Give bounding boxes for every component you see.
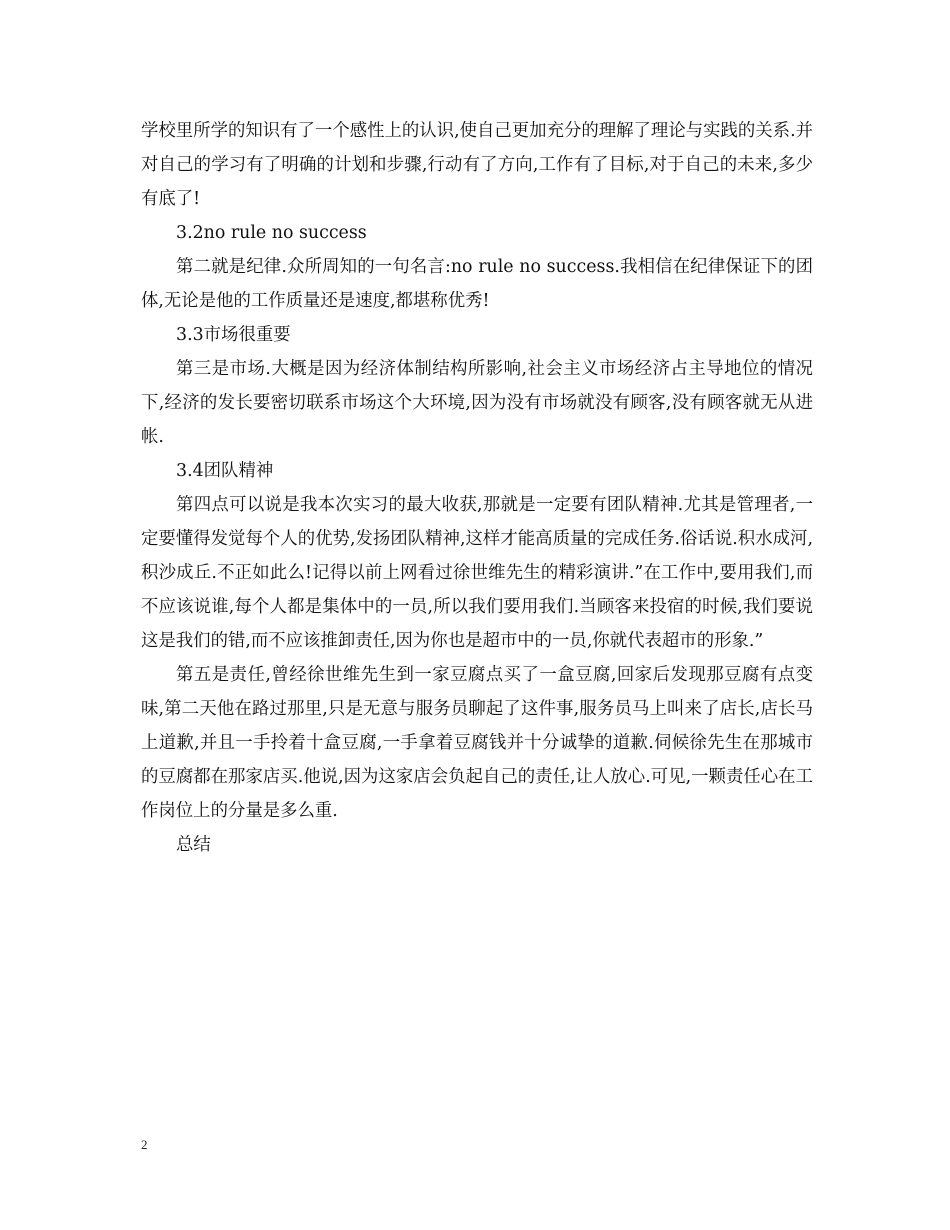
paragraph-market: 第三是市场.大概是因为经济体制结构所影响,社会主义市场经济占主导地位的情况下,经济的发长要密切联系市场这个大环境,因为没有市场就没有顾客,没有顾客就无从进帐. [141,359,813,447]
paragraph-responsibility: 第五是责任,曾经徐世维先生到一家豆腐点买了一盒豆腐,回家后发现那豆腐有点变味,第二天他在路过那里,只是无意与服务员聊起了这件事,服务员马上叫来了店长,店长马上道歉,并且一手拎着十盒豆腐,一手拿着豆腐钱并十分诚挚的道歉.伺候徐先生在那城市的豆腐都在那家店买.他说,因为这家店会负起自己的责任,让人放心.可见,一颗责任心在工作岗位上的分量是多么重. [141,665,813,821]
section-heading-3-2: 3.2no rule no success [176,223,367,243]
section-heading-summary: 总结 [176,835,211,855]
section-heading-3-4: 3.4团队精神 [176,461,274,481]
paragraph-intro-continuation: 学校里所学的知识有了一个感性上的认识,使自己更加充分的理解了理论与实践的关系.并对自己的学习有了明确的计划和步骤,行动有了方向,工作有了目标,对于自己的未来,多少有底了! [141,121,813,209]
section-heading-3-3: 3.3市场很重要 [176,325,291,345]
paragraph-discipline: 第二就是纪律.众所周知的一句名言:no rule no success.我相信在纪律保证下的团体,无论是他的工作质量还是速度,都堪称优秀! [141,257,813,311]
page-number: 2 [141,1137,148,1152]
document-body [141,114,813,862]
paragraph-teamwork: 第四点可以说是我本次实习的最大收获,那就是一定要有团队精神.尤其是管理者,一定要懂得发觉每个人的优势,发扬团队精神,这样才能高质量的完成任务.俗话说.积水成河,积沙成丘.不正如此么!记得以前上网看过徐世维先生的精彩演讲.”在工作中,要用我们,而不应该说谁,每个人都是集体中的一员,所以我们要用我们.当顾客来投宿的时候,我们要说这是我们的错,而不应该推卸责任,因为你也是超市中的一员,你就代表超市的形象.” [141,495,813,651]
